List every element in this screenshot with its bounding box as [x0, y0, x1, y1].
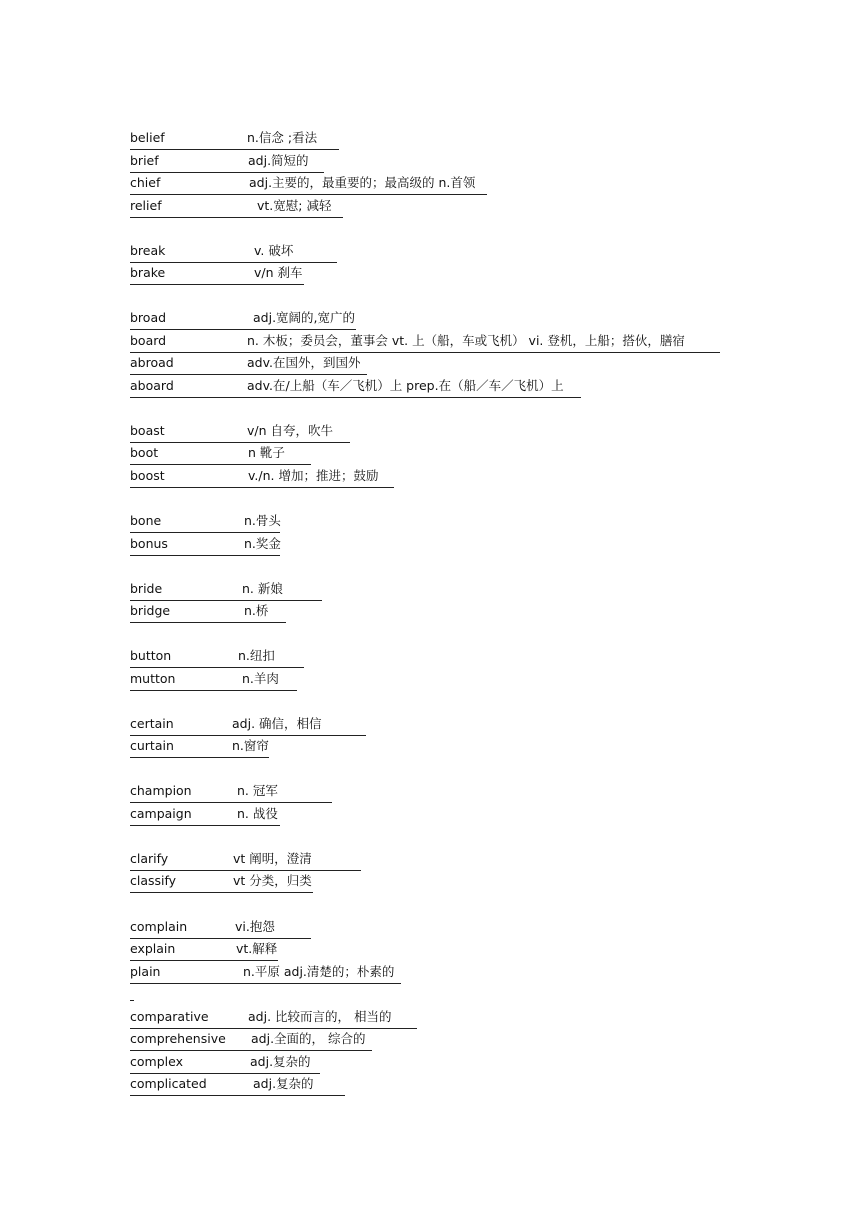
entry-curtain: [130, 737, 269, 758]
entry-word: complex: [130, 1054, 183, 1069]
entry-definition: n. 木板；委员会，董事会 vt. 上（船，车或飞机） vi. 登机，上船；搭伙，膳宿: [247, 333, 685, 348]
entry-aboard: [130, 377, 581, 398]
entry-word: brake: [130, 265, 166, 280]
entry-definition: n.纽扣: [238, 648, 275, 663]
entry-brief: [130, 152, 324, 173]
entry-definition: adj.宽阔的,宽广的: [253, 310, 356, 325]
entry-definition: n 靴子: [248, 445, 285, 460]
entry-champion: [130, 782, 332, 803]
entry-word: boost: [130, 468, 165, 483]
entry-word: champion: [130, 783, 192, 798]
entry-button: [130, 647, 304, 668]
entry-word: complain: [130, 919, 188, 934]
entry-word: complicated: [130, 1076, 207, 1091]
entry-bone: [130, 512, 280, 533]
entry-definition: n.奖金: [244, 536, 281, 551]
entry-definition: adj.复杂的: [253, 1076, 314, 1091]
entry-word: bridge: [130, 603, 171, 618]
entry-definition: adj. 比较而言的， 相当的: [248, 1009, 392, 1024]
entry-definition: adj.简短的: [248, 153, 309, 168]
entry-word: button: [130, 648, 172, 663]
entry-broad: [130, 309, 356, 330]
entry-word: bride: [130, 581, 163, 596]
entry-word: relief: [130, 198, 162, 213]
entry-word: bonus: [130, 536, 168, 551]
entry-word: comprehensive: [130, 1031, 226, 1046]
entry-definition: n.窗帘: [232, 738, 269, 753]
entry-board: [130, 332, 720, 353]
entry-complicated: [130, 1075, 345, 1096]
entry-comparative: [130, 1008, 417, 1029]
entry-word: broad: [130, 310, 167, 325]
entry-definition: n.骨头: [244, 513, 281, 528]
entry-definition: adv.在国外，到国外: [247, 355, 361, 370]
entry-word: curtain: [130, 738, 174, 753]
entry-word: abroad: [130, 355, 174, 370]
entry-word: classify: [130, 873, 177, 888]
entry-word: bone: [130, 513, 162, 528]
entry-definition: n. 战役: [237, 806, 278, 821]
entry-definition: v/n 刹车: [254, 265, 303, 280]
entry-certain: [130, 715, 366, 736]
entry-abroad: [130, 354, 367, 375]
entry-definition: vt 阐明，澄清: [233, 851, 312, 866]
entry-comprehensive: [130, 1030, 372, 1051]
entry-word: explain: [130, 941, 176, 956]
entry-break: [130, 242, 337, 263]
entry-definition: vt 分类，归类: [233, 873, 312, 888]
entry-definition: n. 新娘: [242, 581, 283, 596]
entry-definition: n.信念 ;看法: [247, 130, 318, 145]
entry-word: mutton: [130, 671, 176, 686]
entry-definition: adj.主要的，最重要的；最高级的 n.首领: [249, 175, 476, 190]
entry-definition: adj.复杂的: [250, 1054, 311, 1069]
entry-mutton: [130, 670, 297, 691]
entry-definition: vi.抱怨: [235, 919, 275, 934]
entry-word: comparative: [130, 1009, 209, 1024]
entry-word: campaign: [130, 806, 192, 821]
entry-word: boast: [130, 423, 165, 438]
entry-word: aboard: [130, 378, 174, 393]
entry-brake: [130, 264, 304, 285]
entry-bridge: [130, 602, 286, 623]
entry-clarify: [130, 850, 361, 871]
entry-word: belief: [130, 130, 165, 145]
entry-chief: [130, 174, 487, 195]
entry-bride: [130, 580, 322, 601]
entry-definition: n.羊肉: [242, 671, 279, 686]
stray-underline-mark: [130, 1000, 134, 1001]
entry-classify: [130, 872, 313, 893]
entry-definition: n.平原 adj.清楚的；朴素的: [243, 964, 395, 979]
entry-word: clarify: [130, 851, 169, 866]
entry-boast: [130, 422, 350, 443]
entry-definition: adj. 确信，相信: [232, 716, 322, 731]
entry-boost: [130, 467, 394, 488]
entry-word: chief: [130, 175, 161, 190]
entry-definition: v/n 自夸，吹牛: [247, 423, 334, 438]
entry-word: break: [130, 243, 166, 258]
entry-definition: adj.全面的， 综合的: [251, 1031, 366, 1046]
entry-word: plain: [130, 964, 161, 979]
entry-relief: [130, 197, 343, 218]
entry-explain: [130, 940, 278, 961]
entry-boot: [130, 444, 311, 465]
entry-word: brief: [130, 153, 159, 168]
entry-definition: vt.解释: [236, 941, 278, 956]
entry-complain: [130, 918, 311, 939]
entry-bonus: [130, 535, 280, 556]
entry-definition: adv.在/上船（车／飞机）上 prep.在（船／车／飞机）上: [247, 378, 564, 393]
entry-word: boot: [130, 445, 159, 460]
entry-belief: [130, 129, 339, 150]
entry-definition: n. 冠军: [237, 783, 278, 798]
entry-definition: n.桥: [244, 603, 269, 618]
entry-word: board: [130, 333, 167, 348]
entry-plain: [130, 963, 401, 984]
entry-definition: vt.宽慰; 减轻: [257, 198, 332, 213]
entry-complex: [130, 1053, 320, 1074]
entry-word: certain: [130, 716, 174, 731]
entry-definition: v. 破坏: [254, 243, 294, 258]
entry-definition: v./n. 增加；推进；鼓励: [248, 468, 379, 483]
entry-campaign: [130, 805, 280, 826]
